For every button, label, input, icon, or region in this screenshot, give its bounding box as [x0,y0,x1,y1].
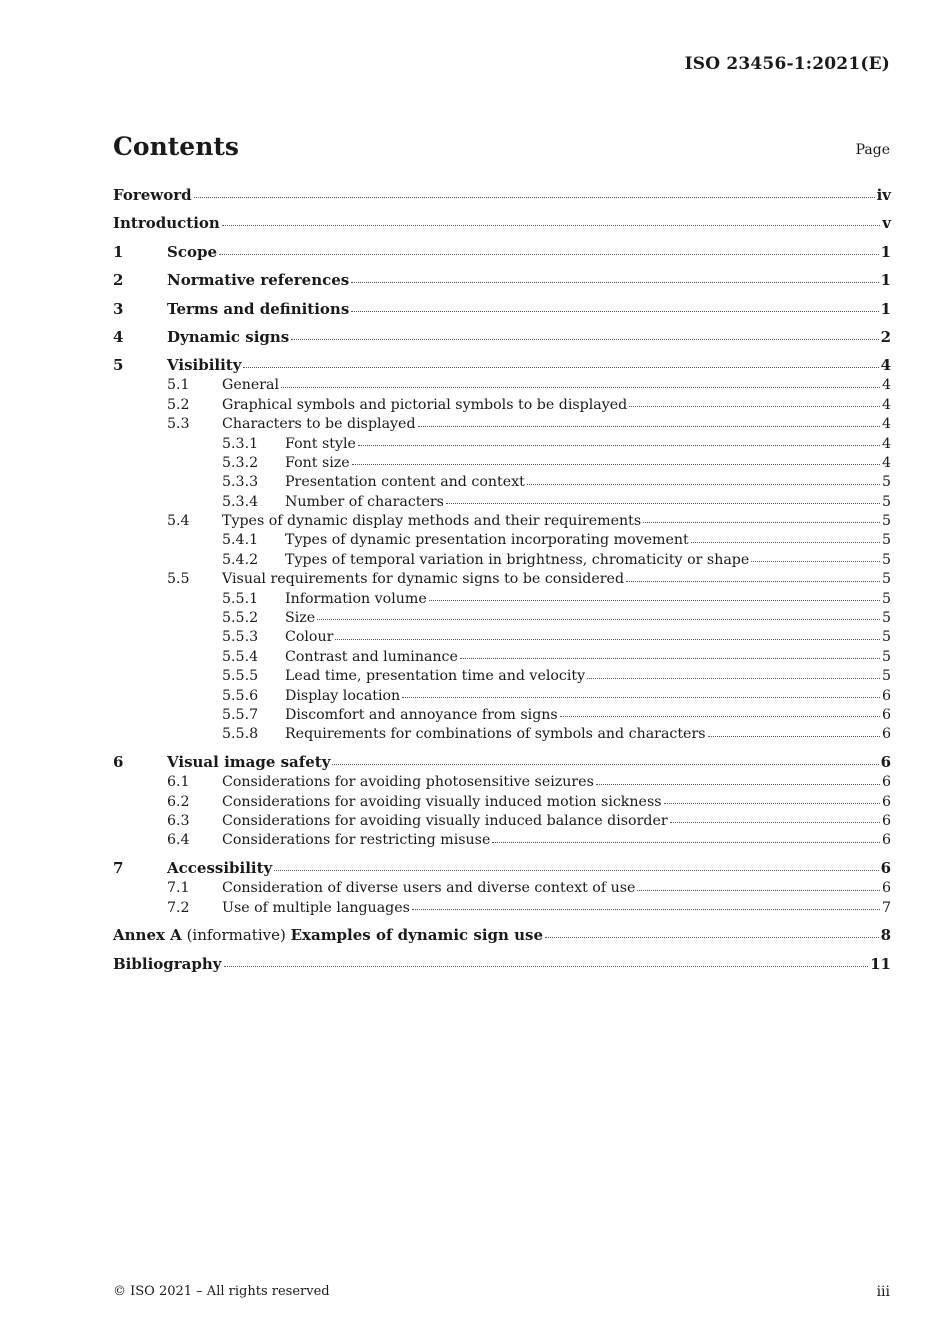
toc-entry-title: Use of multiple languages [222,899,410,916]
toc-entry[interactable] [113,531,891,550]
toc-entry[interactable] [113,648,891,667]
toc-entry[interactable] [113,725,891,744]
toc-entry-number: 5.5.1 [222,590,259,607]
toc-entry[interactable] [113,213,891,234]
toc-entry[interactable] [113,793,891,812]
toc-entry-page: 5 [881,648,891,665]
toc-entry-title: Colour [285,629,334,646]
toc-entry-number: 5.3.3 [222,474,259,491]
toc-entry-page: v [882,214,891,233]
toc-entry-page: 6 [881,687,891,704]
dot-leader [708,735,880,737]
toc-entry-annex-type: (informative) [181,926,291,945]
dot-leader [352,463,880,465]
dot-leader [596,783,880,785]
toc-entry[interactable] [113,355,891,376]
copyright-footer: © ISO 2021 – All rights reserved [113,1284,330,1299]
dot-leader [412,908,880,910]
toc-entry-page: 5 [881,493,891,510]
toc-entry-page: 1 [880,271,891,290]
toc-entry-page: 7 [881,899,891,916]
toc-entry-page: 6 [881,793,891,810]
toc-entry-page: 4 [880,356,891,375]
toc-entry[interactable] [113,435,891,454]
toc-entry-page: 6 [881,726,891,743]
toc-entry-title: Considerations for avoiding visually induced motion sickness [222,793,662,810]
toc-entry[interactable] [113,812,891,831]
toc-entry-title: Types of temporal variation in brightness, chromaticity or shape [285,551,750,568]
toc-entry[interactable] [113,570,891,589]
toc-entry-title: Visual image safety [167,753,331,772]
toc-entry[interactable] [113,185,891,206]
toc-entry-title: Information volume [285,590,427,607]
toc-entry-title: Characters to be displayed [222,416,416,433]
toc-entry-number: 5.5.2 [222,610,259,627]
dot-leader [335,638,880,640]
toc-entry-page: 6 [881,812,891,829]
toc-entry-title: Lead time, presentation time and velocity [285,668,586,685]
toc-entry[interactable] [113,925,891,946]
toc-entry-title: Bibliography [113,954,222,973]
toc-entry[interactable] [113,831,891,850]
dot-leader [194,196,875,198]
toc-entry[interactable] [113,327,891,348]
toc-entry[interactable] [113,706,891,725]
toc-entry-page: 4 [881,435,891,452]
toc-entry-page: 5 [881,513,891,530]
toc-entry-title: Graphical symbols and pictorial symbols to be displayed [222,396,628,413]
toc-entry-number: 5.4.2 [222,551,259,568]
toc-entry-page: 5 [881,629,891,646]
toc-entry[interactable] [113,454,891,473]
toc-entry[interactable] [113,667,891,686]
toc-entry-page: 5 [881,474,891,491]
toc-entry-page: 6 [881,880,891,897]
toc-entry[interactable] [113,493,891,512]
dot-leader [560,715,880,717]
toc-entry-page: 11 [870,954,891,973]
toc-entry-number: 7 [113,859,124,878]
dot-leader [291,338,878,340]
toc-entry-page: 1 [880,299,891,318]
toc-entry-page: 6 [881,832,891,849]
toc-entry-number: 5.3 [167,416,190,433]
toc-entry-number: 5.4 [167,513,190,530]
toc-entry[interactable] [113,415,891,434]
toc-entry-page: 4 [881,416,891,433]
toc-entry-number: 5.5.6 [222,687,259,704]
document-id: ISO 23456-1:2021(E) [684,54,890,74]
toc-entry-number: 6.1 [167,774,190,791]
toc-entry-page: 2 [880,327,891,346]
dot-leader [587,677,880,679]
dot-leader [670,821,880,823]
toc-entry-title: Visual requirements for dynamic signs to be considered [222,571,625,588]
toc-entry[interactable] [113,299,891,320]
toc-entry-page: 5 [881,590,891,607]
dot-leader [545,936,879,938]
toc-entry-title: General [222,377,280,394]
contents-title: Contents [113,132,240,161]
toc-entry-number: 2 [113,271,124,290]
dot-leader [429,599,880,601]
toc-entry-page: 4 [881,377,891,394]
toc-entry[interactable] [113,473,891,492]
toc-entry-page: 5 [881,571,891,588]
toc-entry-title: Accessibility [167,859,273,878]
toc-entry[interactable] [113,773,891,792]
dot-leader [460,657,880,659]
toc-entry-number: 6.3 [167,812,190,829]
toc-entry-title: Font size [285,454,350,471]
toc-entry[interactable] [113,551,891,570]
toc-entry-number: 7.2 [167,899,190,916]
toc-entry-title: Considerations for avoiding visually induced balance disorder [222,812,668,829]
toc-entry-number: 5.5.3 [222,629,259,646]
dot-leader [446,502,880,504]
toc-entry-number: 5.5.5 [222,668,259,685]
dot-leader [664,802,880,804]
dot-leader [527,483,880,485]
toc-entry-title-part: Annex A [113,926,182,945]
dot-leader [629,405,880,407]
toc-entry-page: 5 [881,668,891,685]
dot-leader [351,281,878,283]
toc-entry-number: 7.1 [167,880,190,897]
toc-entry[interactable] [113,752,891,773]
dot-leader [219,253,879,255]
toc-entry-page: 6 [880,753,891,772]
toc-entry[interactable] [113,879,891,898]
toc-entry-title: Considerations for restricting misuse [222,832,491,849]
dot-leader [492,841,880,843]
toc-entry-title: Terms and definitions [167,299,350,318]
toc-entry-title: Visibility [167,356,242,375]
toc-entry-page: 6 [881,774,891,791]
toc-entry[interactable] [113,512,891,531]
page-column-label: Page [855,142,890,158]
toc-entry-title: Consideration of diverse users and diverse context of use [222,880,636,897]
toc-entry[interactable] [113,954,891,975]
toc-entry-title-part: Examples of dynamic sign use [290,926,544,945]
toc-entry-title: Types of dynamic presentation incorporating movement [285,532,689,549]
toc-entry-page: 5 [881,532,891,549]
toc-entry-title: Considerations for avoiding photosensitive seizures [222,774,594,791]
toc-entry-title: Types of dynamic display methods and their requirements [222,513,642,530]
toc-entry-page: 6 [881,706,891,723]
dot-leader [243,366,878,368]
dot-leader [351,310,878,312]
toc-entry[interactable] [113,628,891,647]
toc-entry[interactable] [113,609,891,628]
toc-entry-page: 4 [881,396,891,413]
toc-entry-number: 6.4 [167,832,190,849]
toc-entry-number: 5.1 [167,377,190,394]
toc-entry-number: 4 [113,327,124,346]
toc-entry-title: Introduction [113,214,220,233]
toc-entry-number: 3 [113,299,124,318]
toc-entry-page: 1 [880,242,891,261]
toc-entry-number: 1 [113,242,124,261]
toc-entry-title: Normative references [167,271,350,290]
dot-leader [224,965,869,967]
toc-entry-number: 5.4.1 [222,532,259,549]
toc-entry-title: Discomfort and annoyance from signs [285,706,558,723]
dot-leader [691,541,880,543]
toc-entry-number: 5 [113,356,124,375]
toc-entry-title: Dynamic signs [167,327,290,346]
dot-leader [402,696,880,698]
dot-leader [637,889,880,891]
toc-entry-page: 4 [881,454,891,471]
toc-entry[interactable] [113,270,891,291]
toc-entry-number: 5.3.4 [222,493,259,510]
toc-entry[interactable] [113,396,891,415]
toc-entry-title: Contrast and luminance [285,648,458,665]
page-number: iii [876,1284,890,1300]
toc-entry-number: 5.3.1 [222,435,259,452]
dot-leader [418,425,880,427]
toc-entry-title: Font style [285,435,356,452]
toc-entry-number: 5.2 [167,396,190,413]
dot-leader [274,869,878,871]
toc-entry-number: 5.3.2 [222,454,259,471]
dot-leader [358,444,880,446]
toc-entry-title: Requirements for combinations of symbols and characters [285,726,706,743]
toc-entry-title: Number of characters [285,493,444,510]
dot-leader [281,386,880,388]
toc-entry[interactable] [113,376,891,395]
toc-entry-number: 5.5.8 [222,726,259,743]
toc-entry[interactable] [113,858,891,879]
dot-leader [751,560,880,562]
dot-leader [626,580,880,582]
dot-leader [222,224,880,226]
dot-leader [332,763,878,765]
toc-entry-title: Scope [167,242,218,261]
toc-entry-number: 5.5.4 [222,648,259,665]
toc-entry-title [113,925,543,946]
toc-entry-number: 6 [113,753,124,772]
dot-leader [317,618,880,620]
toc-entry[interactable] [113,687,891,706]
toc-entry-page: iv [876,186,891,204]
toc-entry-number: 5.5 [167,571,190,588]
toc-entry-title: Size [285,610,316,627]
toc-entry-title: Presentation content and context [285,474,525,491]
toc-entry-number: 6.2 [167,793,190,810]
toc-entry-title: Foreword [113,186,192,204]
toc-entry-title: Display location [285,687,401,704]
toc-entry[interactable] [113,242,891,263]
toc-entry-page: 5 [881,551,891,568]
toc-entry-page: 8 [880,926,891,945]
toc-entry-number: 5.5.7 [222,706,259,723]
toc-entry[interactable] [113,899,891,918]
toc-entry[interactable] [113,590,891,609]
table-of-contents [113,185,891,975]
dot-leader [643,521,880,523]
toc-entry-page: 5 [881,610,891,627]
toc-entry-page: 6 [880,859,891,878]
